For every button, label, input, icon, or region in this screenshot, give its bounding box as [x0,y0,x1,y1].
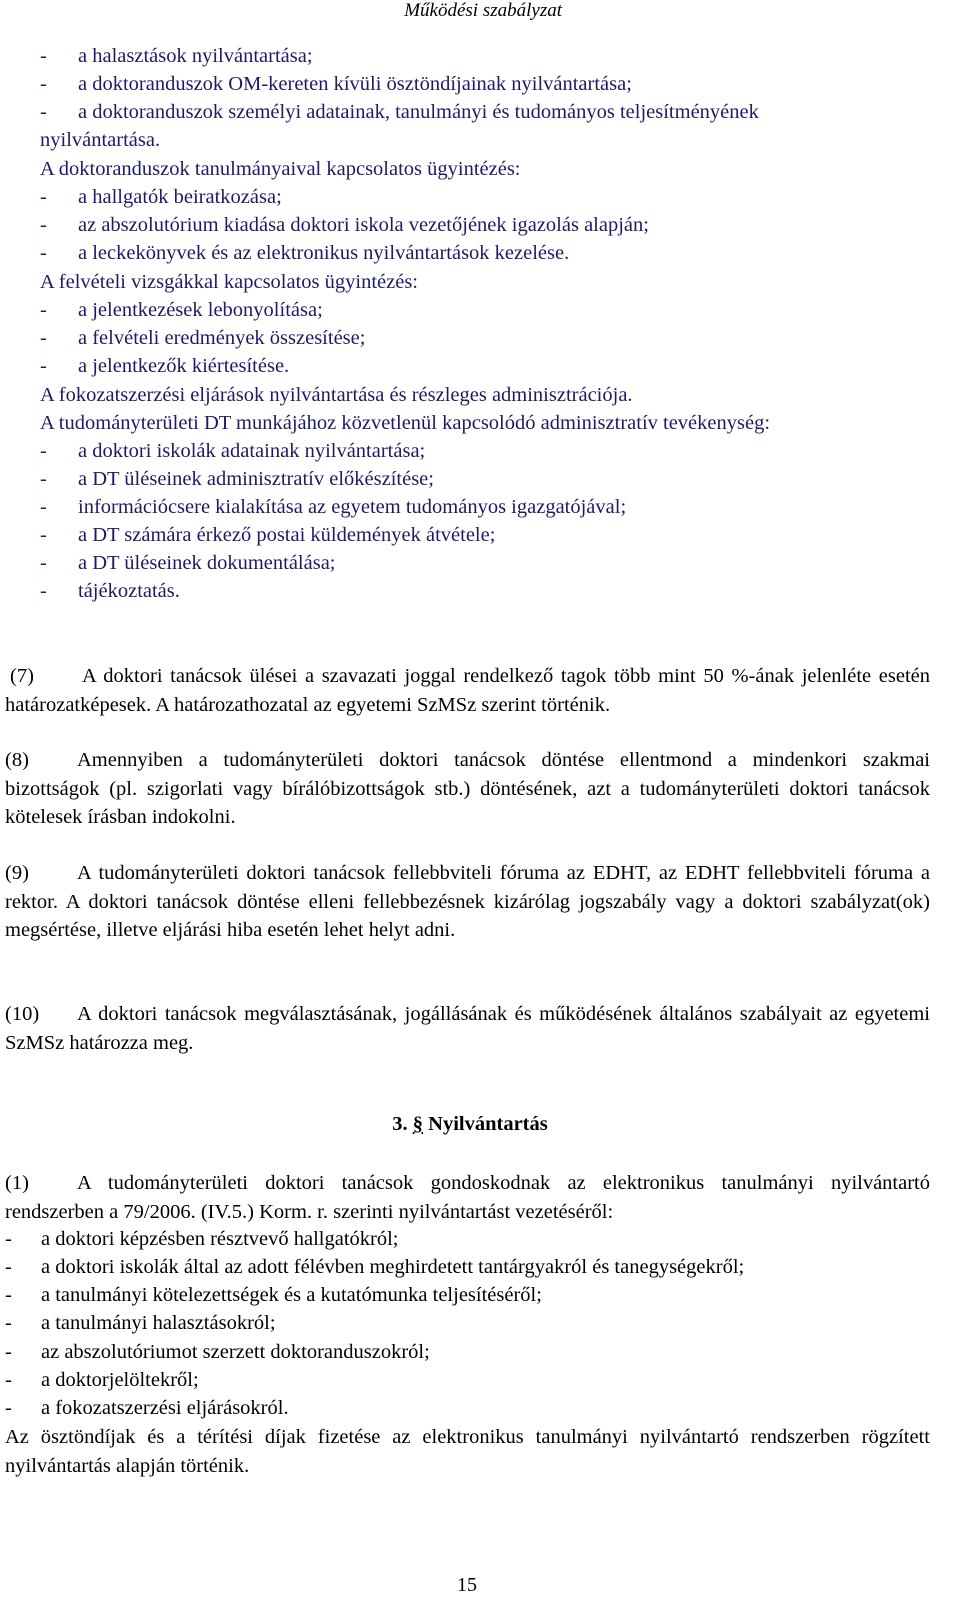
list-item: - információcsere kialakítása az egyetem tudományos igazgatójával; [40,496,627,518]
section-heading: A felvételi vizsgákkal kapcsolatos ügyintézés: [40,271,418,293]
section-heading: A fokozatszerzési eljárások nyilvántartása és részleges adminisztrációja. [40,384,633,406]
list-item: - a jelentkezők kiértesítése. [40,355,290,377]
paragraph-9: (9) A tudományterületi doktori tanácsok fellebbviteli fóruma az EDHT, az EDHT fellebbviteli fóruma a rektor. A doktori tanácsok döntése elleni fellebbezésnek kizárólag jogszabály vagy a doktori szabályzat(ok) megsértése, illetve eljárási hiba esetén lehet helyt adni. [5,862,930,941]
list-item: - a DT számára érkező postai küldemények átvétele; [40,524,496,546]
list-item: - a jelentkezések lebonyolítása; [40,299,323,321]
list-item: - az abszolutóriumot szerzett doktoranduszokról; [5,1341,430,1363]
paragraph-3-1: (1) A tudományterületi doktori tanácsok gondoskodnak az elektronikus tanulmányi nyilvántartó rendszerben a 79/2006. (IV.5.) Korm. r. szerinti nyilvántartást vezetéséről: [5,1172,930,1223]
list-item: - a doktoranduszok személyi adatainak, tanulmányi és tudományos teljesítményének [40,101,759,123]
list-item: - a doktori iskolák által az adott félévben meghirdetett tantárgyakról és tanegységekről; [5,1256,745,1278]
list-item: - a hallgatók beiratkozása; [40,186,282,208]
section-title: 3. § Nyilvántartás [392,1113,548,1135]
list-item: - a felvételi eredmények összesítése; [40,327,366,349]
list-item: - a tanulmányi kötelezettségek és a kutatómunka teljesítéséről; [5,1284,542,1306]
list-item: - a halasztások nyilvántartása; [40,45,313,67]
list-item: - a fokozatszerzési eljárásokról. [5,1397,289,1419]
closing-paragraph: Az ösztöndíjak és a térítési díjak fizetése az elektronikus tanulmányi nyilvántartó rendszerben rögzített nyilvántartás alapján történik. [5,1426,930,1477]
section-heading: A doktoranduszok tanulmányaival kapcsolatos ügyintézés: [40,158,521,180]
list-item: - a doktoranduszok OM-kereten kívüli ösztöndíjainak nyilvántartása; [40,73,632,95]
list-item-continuation: nyilvántartása. [40,129,161,151]
list-item: - az abszolutórium kiadása doktori iskola vezetőjének igazolás alapján; [40,214,649,236]
paragraph-8: (8) Amennyiben a tudományterületi doktori tanácsok döntése ellentmond a mindenkori szakmai bizottságok (pl. szigorlati vagy bírálóbizottságok stb.) döntésének, azt a tudományterületi doktori tanácsok kötelesek írásban indokolni. [5,749,930,828]
paragraph-7: (7) A doktori tanácsok ülései a szavazati joggal rendelkező tagok több mint 50 %-ának jelenléte esetén határozatképesek. A határozathozatal az egyetemi SzMSz szerint történik. [5,665,930,716]
list-item: - a doktorjelöltekről; [5,1369,199,1391]
section-heading: A tudományterületi DT munkájához közvetlenül kapcsolódó adminisztratív tevékenység: [40,412,771,434]
running-header: Működési szabályzat [404,0,562,21]
page-number: 15 [457,1574,477,1596]
list-item: - a leckekönyvek és az elektronikus nyilvántartások kezelése. [40,242,570,264]
list-item: - tájékoztatás. [40,580,180,602]
list-item: - a DT üléseinek adminisztratív előkészítése; [40,468,434,490]
list-item: - a DT üléseinek dokumentálása; [40,552,336,574]
list-item: - a doktori képzésben résztvevő hallgatókról; [5,1228,399,1250]
list-item: - a tanulmányi halasztásokról; [5,1312,276,1334]
paragraph-10: (10) A doktori tanácsok megválasztásának, jogállásának és működésének általános szabályait az egyetemi SzMSz határozza meg. [5,1003,930,1054]
list-item: - a doktori iskolák adatainak nyilvántartása; [40,440,426,462]
